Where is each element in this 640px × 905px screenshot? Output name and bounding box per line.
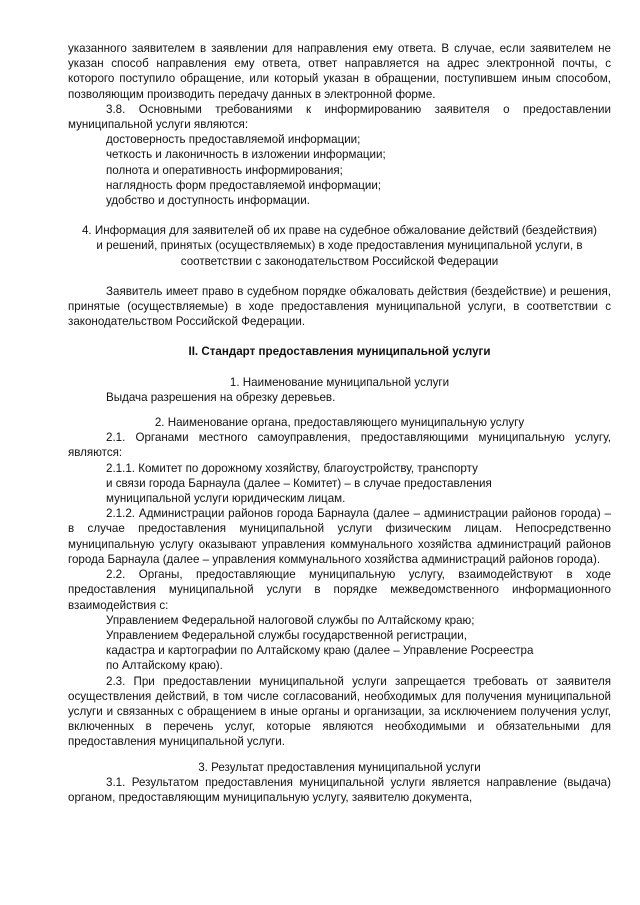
- text-line: 2.1.1. Комитет по дорожному хозяйству, благоустройству, транспорту: [106, 461, 478, 475]
- heading-3: 3. Результат предоставления муниципальной услуги: [198, 760, 481, 774]
- paragraph-2-1-1: [68, 461, 611, 507]
- list-item: Управлением Федеральной службы государственной регистрации,: [106, 628, 467, 642]
- list-item: Управлением Федеральной налоговой службы по Алтайскому краю;: [106, 613, 475, 627]
- requirement-item: достоверность предоставляемой информации;: [106, 133, 361, 147]
- requirement-item: полнота и оперативность информирования;: [106, 163, 343, 177]
- interaction-list: [68, 613, 611, 674]
- section-2-title: II. Стандарт предоставления муниципальной услуги: [188, 345, 491, 359]
- requirements-list: [68, 132, 611, 208]
- requirement-item: четкость и лаконичность в изложении информации;: [106, 148, 386, 162]
- list-item: кадастра и картографии по Алтайскому краю (далее – Управление Росреестра: [106, 644, 534, 658]
- paragraph-2-1: 2.1. Органами местного самоуправления, предоставляющими муниципальную услугу, являются:: [68, 431, 611, 460]
- heading-1: 1. Наименование муниципальной услуги: [229, 375, 450, 389]
- heading-2: 2. Наименование органа, предоставляющего муниципальную услугу: [154, 416, 525, 430]
- paragraph-2-3: 2.3. При предоставлении муниципальной услуги запрещается требовать от заявителя осуществления действий, в том числе согласований, необходимых для получения муниципальной услуги и связанных с обращением в иные органы и организации, за исключением получения услуг, включенных в перечень услуг, которые являются необходимыми и обязательными для предоставления муниципальной услуги.: [68, 674, 611, 749]
- paragraph-3-8: 3.8. Основными требованиями к информированию заявителя о предоставлении муниципальной услуги являются:: [68, 102, 611, 132]
- service-name: Выдача разрешения на обрезку деревьев.: [106, 390, 336, 404]
- paragraph-3-1: 3.1. Результатом предоставления муниципальной услуги является направление (выдача) органом, предоставляющим муниципальную услугу, заявителю документа,: [68, 775, 611, 804]
- intro-paragraph: указанного заявителем в заявлении для направления ему ответа. В случае, если заявителем не указан способ направления ему ответа, ответ направляется на адрес электронной почты, с которого поступило обращение, или который указан в обращении, поступившем иным способом, позволяющим производить передачу данных в электронной форме.: [68, 42, 611, 101]
- text-line: муниципальной услуги юридическим лицам.: [106, 492, 346, 506]
- requirement-item: удобство и доступность информации.: [106, 194, 310, 208]
- requirement-item: наглядность форм предоставляемой информации;: [106, 178, 382, 192]
- document-page: [68, 41, 611, 805]
- paragraph-2-1-2: 2.1.2. Администрации районов города Барнаула (далее – администрации районов города) – в случае предоставления муниципальной услуги физическим лицам. Непосредственно муниципальную услугу оказывают управления коммунального хозяйства администраций районов города Барнаула (далее – управления коммунального хозяйства администраций районов города).: [68, 507, 611, 566]
- section-4-text: Заявитель имеет право в судебном порядке обжаловать действия (бездействие) и решения, принятые (осуществляемые) в ходе предоставления муниципальной услуги, в соответствии с законодательством Российской Федерации.: [68, 284, 611, 329]
- text-line: и связи города Барнаула (далее – Комитет) – в случае предоставления: [106, 476, 492, 490]
- section-4-heading: 4. Информация для заявителей об их праве на судебное обжалование действий (бездействия) и решений, принятых (осуществляемых) в ходе предоставления муниципальной услуги, в соответствии с законодательством Российской Федерации: [81, 224, 597, 268]
- list-item: по Алтайскому краю).: [106, 659, 223, 673]
- paragraph-2-2: 2.2. Органы, предоставляющие муниципальную услугу, взаимодействуют в ходе предоставления муниципальной услуги в порядке межведомственного информационного взаимодействия с:: [68, 568, 611, 612]
